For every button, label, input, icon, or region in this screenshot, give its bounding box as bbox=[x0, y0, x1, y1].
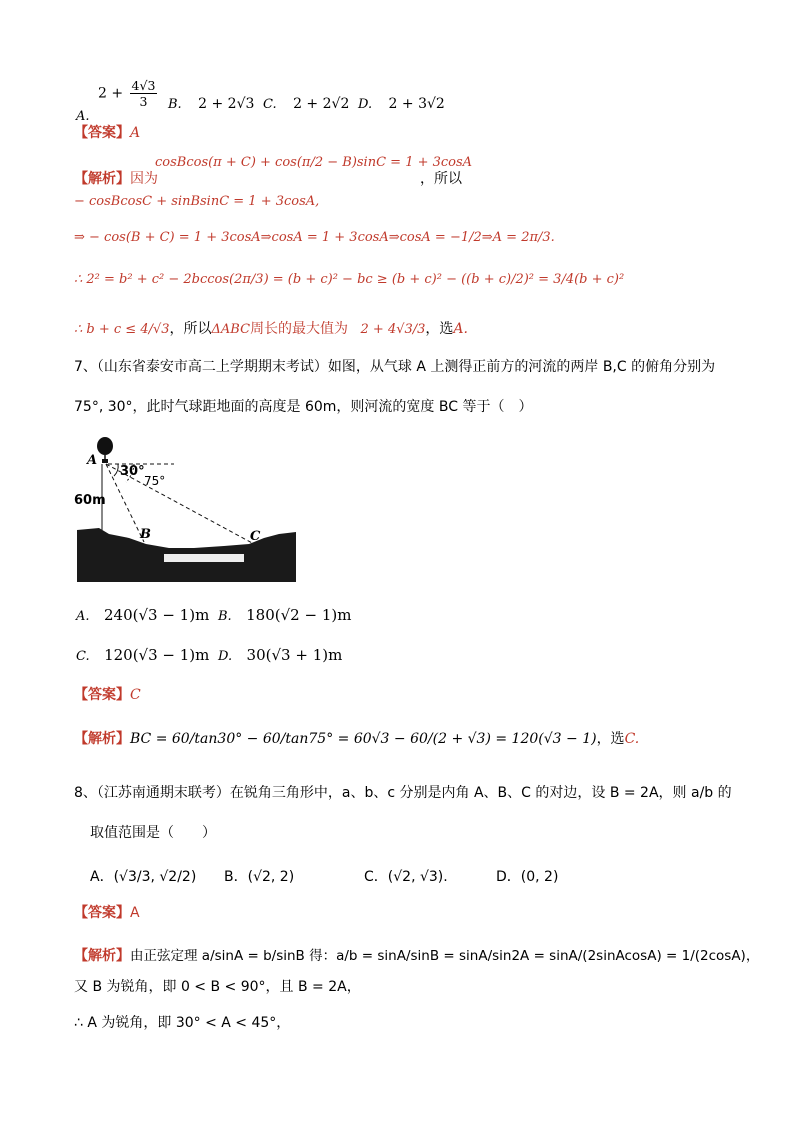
q6-analysis-l5: ∴ b + c ≤ 4/√3，所以ΔABC周长的最大值为 2 + 4√3/3，选A. bbox=[74, 321, 468, 337]
balloon-icon bbox=[97, 437, 113, 455]
q6-analysis-l3: ⇒ − cos(B + C) = 1 + 3cosA⇒cosA = 1 + 3cosA⇒cosA = −1/2⇒A = 2π/3. bbox=[74, 230, 555, 245]
q6-answer: A bbox=[130, 125, 141, 141]
fig-label-a: A bbox=[87, 453, 98, 468]
q6-analysis-l2: − cosBcosC + sinBsinC = 1 + 3cosA, bbox=[74, 194, 320, 209]
q7-answer: C bbox=[130, 687, 141, 703]
q6-options bbox=[76, 78, 159, 124]
analysis-tag: 【解析】 bbox=[74, 171, 130, 187]
q8-answer: A bbox=[130, 905, 140, 921]
q8-option-a: A．(√3/3, √2/2) bbox=[90, 869, 197, 885]
q8-analysis-l1: 【解析】由正弦定理 a/sinA = b/sinB 得：a/b = sinA/sinB = sinA/sin2A = sinA/(2sinAcosA) = 1/(2cosA)， bbox=[74, 948, 760, 964]
q8-analysis-l2: 又 B 为锐角，即 0 < B < 90°，且 B = 2A， bbox=[74, 979, 361, 995]
q8-analysis-l3: ∴ A 为锐角，即 30° < A < 45°， bbox=[74, 1015, 291, 1031]
q6-analysis-l4: ∴ 2² = b² + c² − 2bccos(2π/3) = (b + c)² − bc ≥ (b + c)² − ((b + c)/2)² = 3/4(b + c)² bbox=[74, 272, 625, 287]
q8-option-d: D．(0, 2) bbox=[496, 869, 559, 885]
q8-option-b: B．(√2, 2) bbox=[224, 869, 295, 885]
q6-analysis-l1-math: cosBcos(π + C) + cos(π/2 − B)sinC = 1 + 3cosA bbox=[155, 155, 473, 170]
fig-label-angle2: 75° bbox=[144, 474, 166, 488]
q7-option-b: B. 180(√2 − 1)m bbox=[218, 606, 352, 624]
q6-analysis-l1: 【解析】因为 bbox=[74, 171, 158, 187]
q7-option-a: A. 240(√3 − 1)m bbox=[76, 606, 210, 624]
q6-option-d: D. 2 + 3√2 bbox=[358, 96, 445, 112]
q8-option-c: C．(√2, √3). bbox=[364, 869, 448, 885]
q7-option-d: D. 30(√3 + 1)m bbox=[218, 646, 343, 664]
q7-option-c: C. 120(√3 − 1)m bbox=[76, 646, 210, 664]
q8-answer-line: 【答案】A bbox=[74, 905, 140, 921]
fig-label-b: B bbox=[140, 527, 151, 542]
q8-title-line2: 取值范围是（ ） bbox=[90, 825, 216, 841]
fig-label-angle1: 30° bbox=[120, 464, 145, 479]
answer-tag: 【答案】 bbox=[74, 125, 130, 141]
q6-option-c-value: 2 + 2√2 bbox=[293, 96, 350, 112]
q7-title-line1: 7、（山东省泰安市高二上学期期末考试）如图，从气球 A 上测得正前方的河流的两岸 B,C 的俯角分别为 bbox=[74, 359, 716, 375]
q7-analysis: 【解析】BC = 60/tan30° − 60/tan75° = 60√3 − 60/(2 + √3) = 120(√3 − 1)，选C. bbox=[74, 731, 640, 747]
q7-title-line2: 75°, 30°，此时气球距地面的高度是 60m，则河流的宽度 BC 等于（ ） bbox=[74, 399, 533, 415]
q6-answer-line bbox=[74, 122, 140, 142]
fig-label-height: 60m bbox=[74, 493, 106, 508]
balloon-river-figure bbox=[74, 434, 300, 584]
q8-title-line1: 8、（江苏南通期末联考）在锐角三角形中，a、b、c 分别是内角 A、B、C 的对边，设 B = 2A，则 a/b 的 bbox=[74, 785, 732, 801]
q6-option-d-value: 2 + 3√2 bbox=[388, 96, 445, 112]
q6-option-a: 2 + $\frac{4√3}{3}$ bbox=[97, 78, 156, 109]
q6-option-b: B. 2 + 2√3 bbox=[168, 96, 255, 112]
q7-answer-line: 【答案】C bbox=[74, 687, 141, 703]
q6-option-c: C. 2 + 2√2 bbox=[263, 96, 350, 112]
q6-analysis-l1-post: ，所以 bbox=[420, 171, 462, 187]
q6-option-a-label: A. bbox=[76, 108, 90, 124]
q6-option-b-value: 2 + 2√3 bbox=[198, 96, 255, 112]
fig-label-c: C bbox=[250, 529, 261, 544]
